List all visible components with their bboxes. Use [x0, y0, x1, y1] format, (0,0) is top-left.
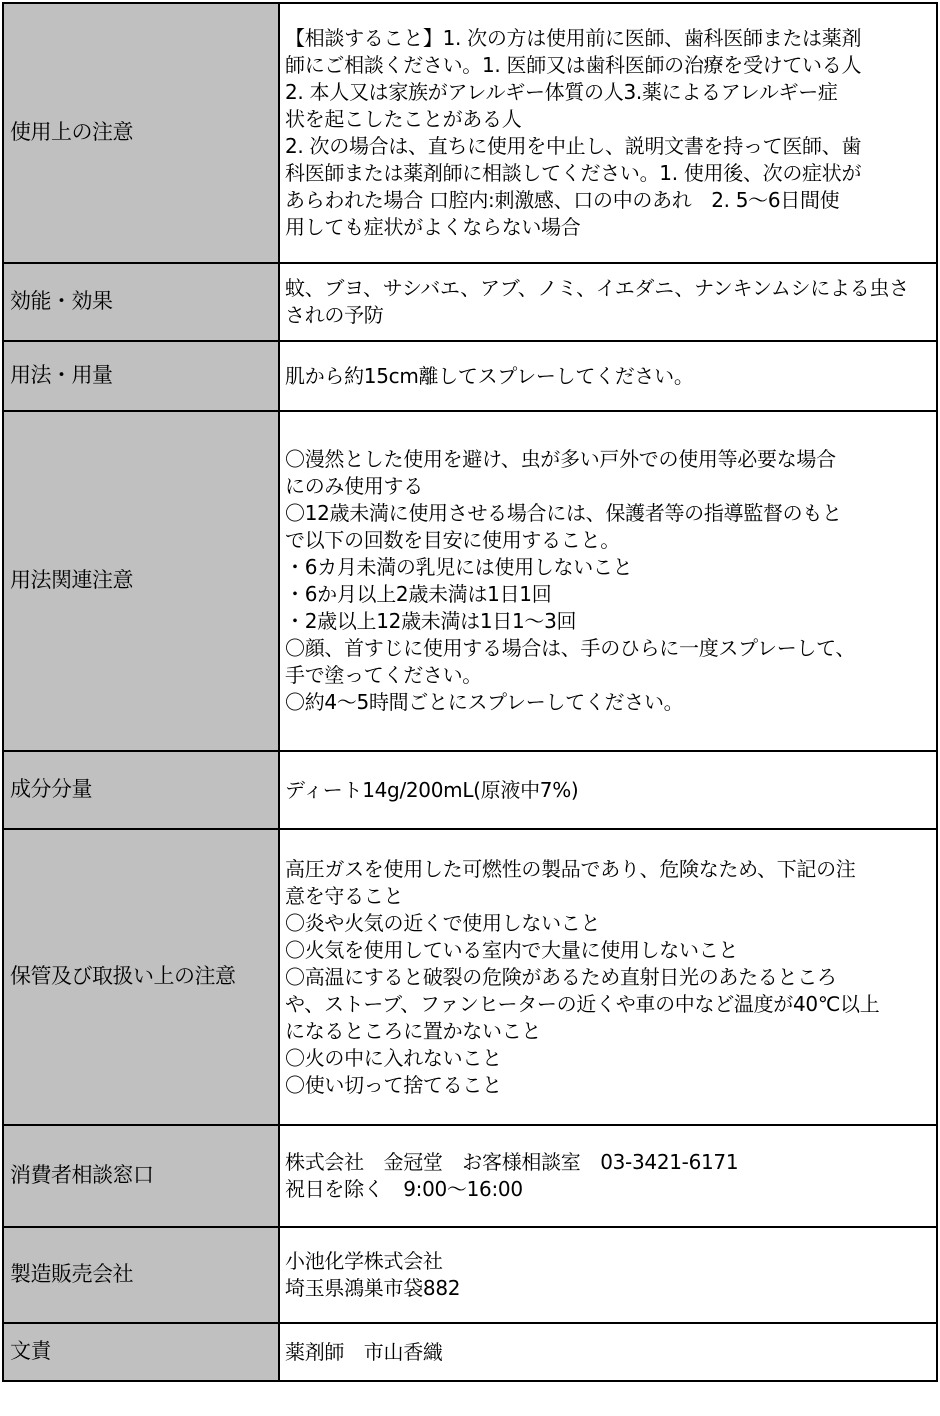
text-line: 2. 本人又は家族がアレルギー体質の人3.薬によるアレルギー症: [285, 80, 838, 104]
value-storage-precautions: [279, 829, 937, 1125]
label-manufacturer: 製造販売会社: [3, 1227, 279, 1323]
text-line: 〇火気を使用している室内で大量に使用しないこと: [285, 937, 739, 962]
row-dosage: [3, 341, 937, 411]
row-usage-precautions: [3, 3, 937, 263]
value-dosage-notes: [279, 411, 937, 751]
text-line: や、ストーブ、ファンヒーターの近くや車の中など温度が40℃以上: [285, 991, 880, 1016]
value-responsibility: [279, 1323, 937, 1381]
text-line: されの予防: [285, 303, 384, 327]
row-manufacturer: [3, 1227, 937, 1323]
text-line: 〇炎や火気の近くで使用しないこと: [285, 910, 601, 935]
text-line: ・6か月以上2歳未満は1日1回: [285, 582, 552, 606]
text-line: 〇約4～5時間ごとにスプレーしてください。: [285, 690, 684, 714]
text-line: になるところに置かないこと: [285, 1018, 542, 1043]
text-line: で以下の回数を目安に使用すること。: [285, 528, 620, 552]
text-line: 〇使い切って捨てること: [285, 1072, 502, 1097]
text-line: 〇漫然とした使用を避け、虫が多い戸外での使用等必要な場合: [285, 447, 836, 471]
label-consumer-contact: 消費者相談窓口: [3, 1125, 279, 1227]
label-usage-precautions: 使用上の注意: [3, 3, 279, 263]
label-storage-precautions: 保管及び取扱い上の注意: [3, 829, 279, 1125]
text-line: ・2歳以上12歳未満は1日1～3回: [285, 609, 577, 633]
text-line: 薬剤師 市山香織: [285, 1339, 443, 1364]
value-dosage: [279, 341, 937, 411]
row-consumer-contact: [3, 1125, 937, 1227]
text-line: ディート14g/200mL(原液中7%): [285, 777, 579, 802]
value-usage-precautions: [279, 3, 937, 263]
label-efficacy: 効能・効果: [3, 263, 279, 341]
text-line: 株式会社 金冠堂 お客様相談室 03-3421-6171: [285, 1150, 739, 1174]
text-line: 〇高温にすると破裂の危険があるため直射日光のあたるところ: [285, 964, 837, 989]
text-line: 科医師または薬剤師に相談してください。1. 使用後、次の症状が: [285, 161, 862, 185]
text-line: 蚊、ブヨ、サシバエ、アブ、ノミ、イエダニ、ナンキンムシによる虫さ: [285, 276, 909, 300]
text-line: 【相談すること】1. 次の方は使用前に医師、歯科医師または薬剤: [285, 26, 862, 50]
text-line: 状を起こしたことがある人: [285, 107, 522, 131]
label-ingredients: 成分分量: [3, 751, 279, 829]
label-dosage: 用法・用量: [3, 341, 279, 411]
row-ingredients: [3, 751, 937, 829]
value-consumer-contact: [279, 1125, 937, 1227]
text-line: 2. 次の場合は、直ちに使用を中止し、説明文書を持って医師、歯: [285, 134, 862, 158]
row-dosage-notes: [3, 411, 937, 751]
value-ingredients: [279, 751, 937, 829]
text-line: 師にご相談ください。1. 医師又は歯科医師の治療を受けている人: [285, 53, 862, 77]
text-line: 〇火の中に入れないこと: [285, 1045, 502, 1070]
label-responsibility: 文責: [3, 1323, 279, 1381]
row-storage-precautions: [3, 829, 937, 1125]
text-line: 〇12歳未満に使用させる場合には、保護者等の指導監督のもと: [285, 501, 842, 525]
text-line: にのみ使用する: [285, 474, 423, 498]
text-line: 用しても症状がよくならない場合: [285, 215, 581, 239]
text-line: 肌から約15cm離してスプレーしてください。: [285, 363, 694, 388]
text-line: 埼玉県鴻巣市袋882: [285, 1276, 461, 1300]
row-responsibility: [3, 1323, 937, 1381]
text-line: 高圧ガスを使用した可燃性の製品であり、危険なため、下記の注: [285, 856, 856, 881]
text-line: 意を守ること: [285, 883, 404, 908]
text-line: 祝日を除く 9:00～16:00: [285, 1177, 523, 1201]
text-line: 〇顔、首すじに使用する場合は、手のひらに一度スプレーして、: [285, 636, 856, 660]
text-line: ・6カ月未満の乳児には使用しないこと: [285, 555, 633, 579]
value-efficacy: [279, 263, 937, 341]
row-efficacy: [3, 263, 937, 341]
text-line: 小池化学株式会社: [285, 1249, 443, 1273]
text-line: 手で塗ってください。: [285, 663, 482, 687]
label-dosage-notes: 用法関連注意: [3, 411, 279, 751]
text-line: あらわれた場合 口腔内:刺激感、口の中のあれ 2. 5～6日間使: [285, 188, 840, 212]
product-info-table: [2, 2, 938, 1382]
value-manufacturer: [279, 1227, 937, 1323]
